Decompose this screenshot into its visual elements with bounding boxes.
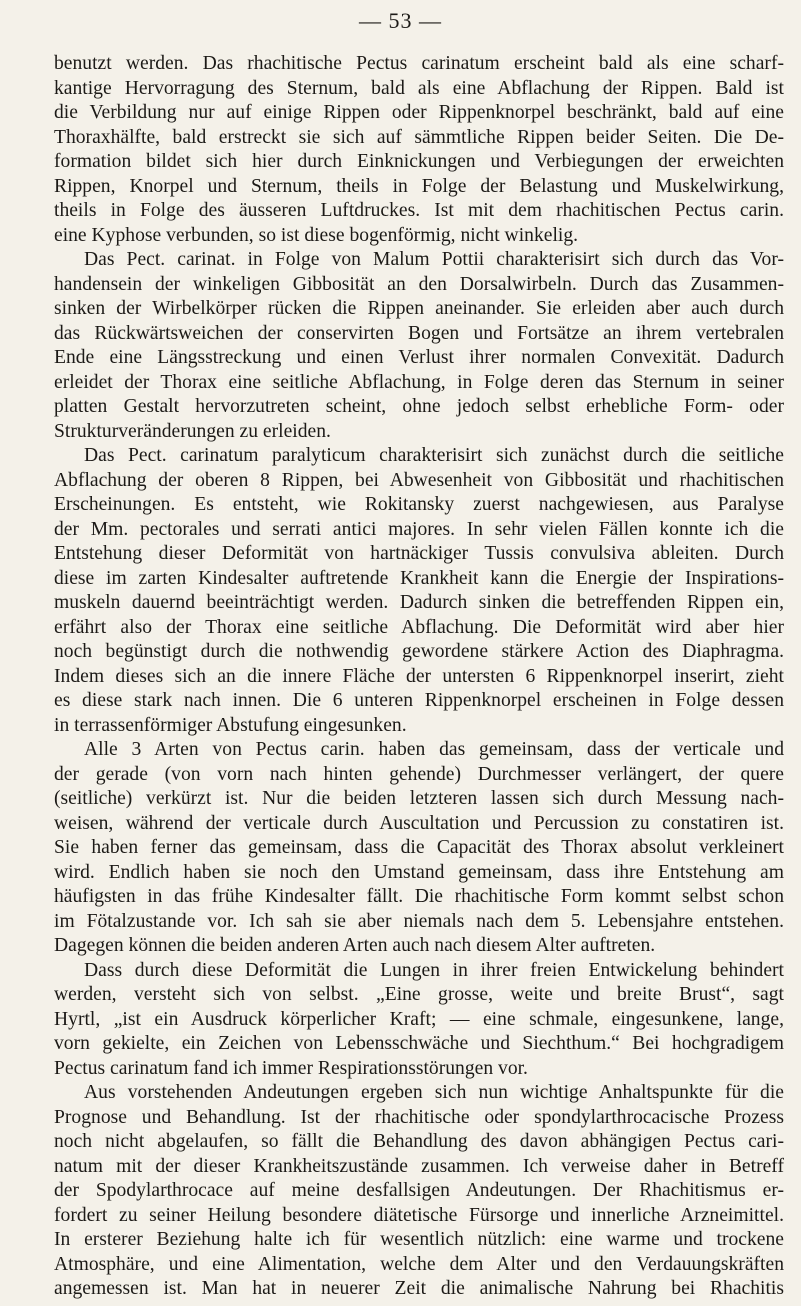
text-line: Abflachung der oberen 8 Rippen, bei Abwesenheit von Gibbosität und rhachitischen — [54, 469, 784, 491]
text-line: Hyrtl, „ist ein Ausdruck körperlicher Kraft; — eine schmale, eingesunkene, lange, — [54, 1008, 784, 1030]
text-line: formation bildet sich hier durch Einknickungen und Verbiegungen der erweichten — [54, 151, 784, 172]
text-line: werden, versteht sich von selbst. „Eine grosse, weite und breite Brust“, sagt — [54, 984, 784, 1005]
text-line: Thoraxhälfte, bald erstreckt sie sich auf sämmtliche Rippen beider Seiten. Die De- — [54, 126, 784, 148]
text-line: sinken der Wirbelkörper rücken die Rippen aneinander. Sie erleiden aber auch durch — [54, 298, 784, 319]
paragraph-start: Das Pect. carinatum paralyticum charakterisirt sich zunächst durch die seitliche — [84, 445, 784, 466]
text-line: Entstehung dieser Deformität von hartnäckiger Tussis convulsiva ableiten. Durch — [54, 543, 784, 564]
text-line: Strukturveränderungen zu erleiden. — [54, 420, 331, 442]
text-line: weisen, während der verticale durch Auscultation und Percussion zu constatiren ist. — [54, 812, 784, 834]
text-line: fordert zu seiner Heilung besondere diätetische Fürsorge und innerliche Arzneimittel. — [54, 1204, 784, 1226]
paragraph-start: Alle 3 Arten von Pectus carin. haben das gemeinsam, dass der verticale und — [84, 739, 784, 760]
text-line: die Verbildung nur auf einige Rippen oder Rippenknorpel beschränkt, bald auf eine — [54, 102, 784, 123]
text-line: In ersterer Beziehung halte ich für wesentlich nützlich: eine warme und trockene — [54, 1229, 784, 1250]
text-line: in terrassenförmiger Abstufung eingesunken. — [54, 714, 407, 736]
text-line: Sie haben ferner das gemeinsam, dass die Capacität des Thorax absolut verkleinert — [54, 837, 784, 858]
text-line: Atmosphäre, und eine Alimentation, welche dem Alter und den Verdauungskräften — [54, 1253, 784, 1275]
text-line: theils in Folge des äusseren Luftdruckes. Ist mit dem rhachitischen Pectus carin. — [54, 200, 784, 221]
text-line: muskeln dauernd beeinträchtigt werden. Dadurch sinken die betreffenden Rippen ein, — [54, 592, 784, 613]
text-line: im Fötalzustande vor. Ich sah sie aber niemals nach dem 5. Lebensjahre entstehen. — [54, 910, 784, 932]
page-number: — 53 — — [359, 8, 442, 33]
text-line: es diese stark nach innen. Die 6 unteren Rippenknorpel erscheinen in Folge dessen — [54, 690, 784, 711]
text-line: Erscheinungen. Es entsteht, wie Rokitansky zuerst nachgewiesen, aus Paralyse — [54, 494, 784, 515]
text-line: natum mit der dieser Krankheitszustände zusammen. Ich verweise daher in Betreff — [54, 1155, 784, 1177]
text-line: diese im zarten Kindesalter auftretende Krankheit kann die Energie der Inspirations- — [54, 567, 784, 589]
text-line: der Spodylarthrocace auf meine desfallsigen Andeutungen. Der Rhachitismus er- — [54, 1180, 784, 1201]
paragraph-start: Dass durch diese Deformität die Lungen in ihrer freien Entwickelung behindert — [84, 959, 784, 981]
text-line: platten Gestalt hervorzutreten scheint, ohne jedoch selbst erhebliche Form- oder — [54, 396, 784, 417]
text-line: Dagegen können die beiden anderen Arten auch nach diesem Alter auftreten. — [54, 935, 656, 956]
body-text — [54, 52, 784, 1302]
text-line: Pectus carinatum fand ich immer Respirationsstörungen vor. — [54, 1057, 528, 1079]
text-line: (seitliche) verkürzt ist. Nur die beiden letzteren lassen sich durch Messung nach- — [54, 788, 784, 809]
text-line: angemessen ist. Man hat in neuerer Zeit die animalische Nahrung bei Rhachitis — [54, 1278, 784, 1299]
text-line: benutzt werden. Das rhachitische Pectus carinatum erscheint bald als eine scharf- — [54, 53, 784, 74]
text-line: Rippen, Knorpel und Sternum, theils in Folge der Belastung und Muskelwirkung, — [54, 175, 784, 197]
paragraph-start: Das Pect. carinat. in Folge von Malum Pottii charakterisirt sich durch das Vor- — [84, 249, 784, 270]
text-line: erleidet der Thorax eine seitliche Abflachung, in Folge deren das Sternum in seiner — [54, 371, 784, 393]
text-line: der Mm. pectorales und serrati antici majores. In sehr vielen Fällen konnte ich die — [54, 518, 784, 540]
text-line: wird. Endlich haben sie noch den Umstand gemeinsam, dass ihre Entstehung am — [54, 861, 784, 883]
text-line: kantige Hervorragung des Sternum, bald als eine Abflachung der Rippen. Bald ist — [54, 77, 784, 99]
text-line: häufigsten in das frühe Kindesalter fällt. Die rhachitische Form kommt selbst schon — [54, 886, 784, 907]
text-line: der gerade (von vorn nach hinten gehende) Durchmesser verlängert, der quere — [54, 763, 784, 785]
text-line: noch nicht abgelaufen, so fällt die Behandlung des davon abhängigen Pectus cari- — [54, 1131, 784, 1152]
text-line: erfährt also der Thorax eine seitliche Abflachung. Die Deformität wird aber hier — [54, 616, 784, 638]
paragraph-start: Aus vorstehenden Andeutungen ergeben sich nun wichtige Anhaltspunkte für die — [84, 1082, 784, 1103]
text-line: Indem dieses sich an die innere Fläche der untersten 6 Rippenknorpel inserirt, zieht — [54, 665, 784, 687]
text-line: eine Kyphose verbunden, so ist diese bogenförmig, nicht winkelig. — [54, 224, 579, 246]
text-line: Ende eine Längsstreckung und einen Verlust ihrer normalen Convexität. Dadurch — [54, 347, 784, 368]
text-line: noch begünstigt durch die nothwendig gewordene stärkere Action des Diaphragma. — [54, 641, 784, 662]
text-line: das Rückwärtsweichen der conservirten Bogen und Fortsätze an ihrem vertebralen — [54, 322, 784, 344]
text-line: Prognose und Behandlung. Ist der rhachitische oder spondylarthrocacische Prozess — [54, 1106, 784, 1128]
text-line: vorn gekielte, ein Zeichen von Lebensschwäche und Siechthum.“ Bei hochgradigem — [54, 1033, 784, 1054]
text-line: handensein der winkeligen Gibbosität an den Dorsalwirbeln. Durch das Zusammen- — [54, 273, 784, 295]
